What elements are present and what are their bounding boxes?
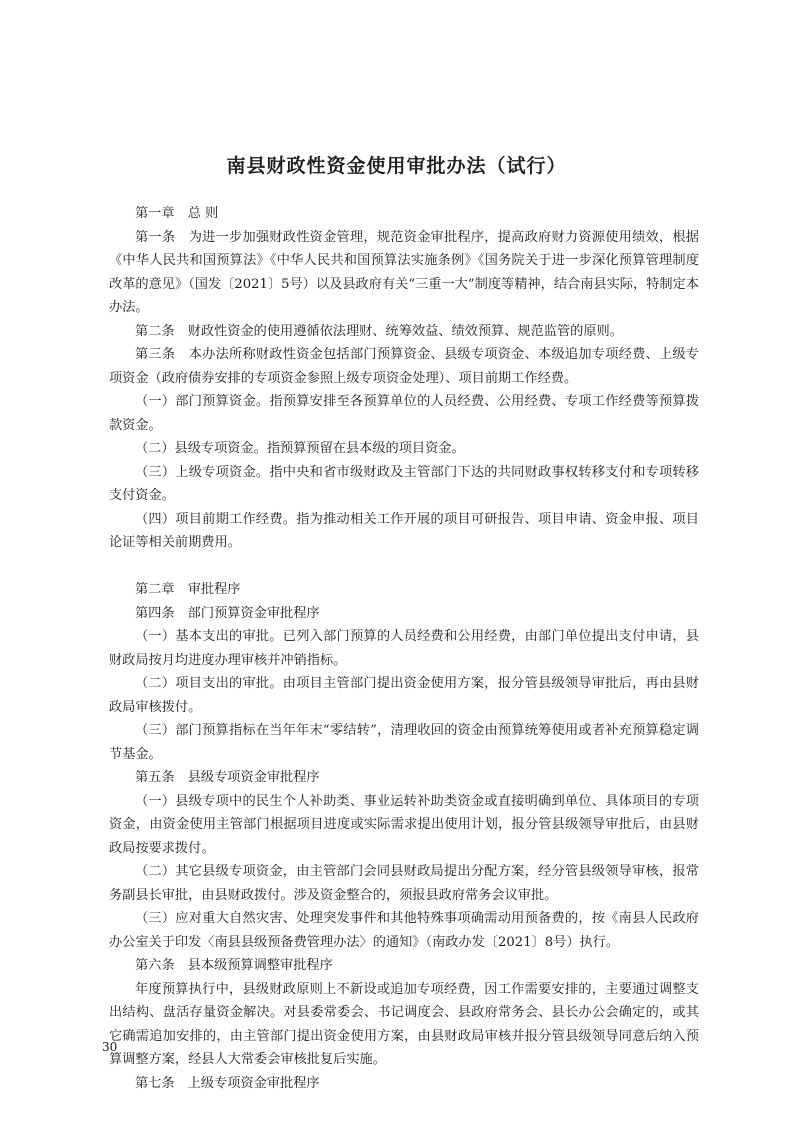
- article-7-heading: 第七条 上级专项资金审批程序: [135, 1075, 320, 1091]
- article-4-item-2: （二）项目支出的审批。由项目主管部门提出资金使用方案，报分管县级领导审批后，再由县财政局审核拨付。: [109, 676, 699, 715]
- page-number: 30: [102, 1040, 118, 1054]
- article-1: 第一条 为进一步加强财政性资金管理，规范资金审批程序，提高政府财力资源使用绩效，根据《中华人民共和国预算法》《中华人民共和国预算法实施条例》《国务院关于进一步深化预算管理制度改革的意见》（国发〔2021〕5号）以及县政府有关“三重一大”制度等精神，结合南县实际，特制定本办法。: [109, 229, 699, 315]
- article-2: 第二条 财政性资金的使用遵循依法理财、统筹效益、绩效预算、规范监管的原则。: [135, 323, 623, 339]
- section-spacer: [109, 555, 699, 579]
- article-5-item-2: （二）其它县级专项资金，由主管部门会同县财政局提出分配方案，经分管县级领导审核，报常务副县长审批，由县财政拨付。涉及资金整合的，须报县政府常务会议审批。: [109, 864, 699, 903]
- article-4-heading: 第四条 部门预算资金审批程序: [135, 605, 320, 621]
- article-3: 第三条 本办法所称财政性资金包括部门预算资金、县级专项资金、本级追加专项经费、上级专项资金（政府债券安排的专项资金参照上级专项资金处理）、项目前期工作经费。: [109, 347, 699, 386]
- document-title: 南县财政性资金使用审批办法（试行）: [226, 155, 567, 177]
- article-3-item-2: （二）县级专项资金。指预算预留在县本级的项目资金。: [135, 441, 465, 456]
- document-body: [109, 202, 699, 1095]
- article-3-item-4: （四）项目前期工作经费。指为推动相关工作开展的项目可研报告、项目申请、资金申报、项目论证等相关前期费用。: [109, 511, 699, 550]
- article-5-heading: 第五条 县级专项资金审批程序: [135, 770, 320, 785]
- article-3-item-1: （一）部门预算资金。指预算安排至各预算单位的人员经费、公用经费、专项工作经费等预算拨款资金。: [109, 394, 699, 433]
- article-6-body: 年度预算执行中，县级财政原则上不新设或追加专项经费，因工作需要安排的，主要通过调整支出结构、盘活存量资金解决。对县委常委会、书记调度会、县政府常务会、县长办公会确定的，或其它确需追加安排的，由主管部门提出资金使用方案，由县财政局审核并报分管县级领导同意后纳入预算调整方案，经县人大常委会审核批复后实施。: [109, 981, 699, 1067]
- article-4-item-1: （一）基本支出的审批。已列入部门预算的人员经费和公用经费，由部门单位提出支付申请，县财政局按月均进度办理审核并冲销指标。: [109, 629, 699, 668]
- chapter-1-heading: 第一章 总 则: [135, 206, 219, 221]
- article-5-item-1: （一）县级专项中的民生个人补助类、事业运转补助类资金或直接明确到单位、具体项目的专项资金，由资金使用主管部门根据项目进度或实际需求提出使用计划，报分管县级领导审批后，由县财政局按要求拨付。: [109, 793, 699, 856]
- article-5-item-3: （三）应对重大自然灾害、处理突发事件和其他特殊事项确需动用预备费的，按《南县人民政府办公室关于印发〈南县县级预备费管理办法〉的通知》（南政办发〔2021〕8号）执行。: [109, 911, 699, 950]
- article-3-item-3: （三）上级专项资金。指中央和省市级财政及主管部门下达的共同财政事权转移支付和专项转移支付资金。: [109, 464, 699, 503]
- chapter-2-heading: 第二章 审批程序: [135, 582, 241, 597]
- article-6-heading: 第六条 县本级预算调整审批程序: [135, 958, 333, 973]
- article-4-item-3: （三）部门预算指标在当年年末“零结转”，清理收回的资金由预算统筹使用或者补充预算稳定调节基金。: [109, 723, 699, 762]
